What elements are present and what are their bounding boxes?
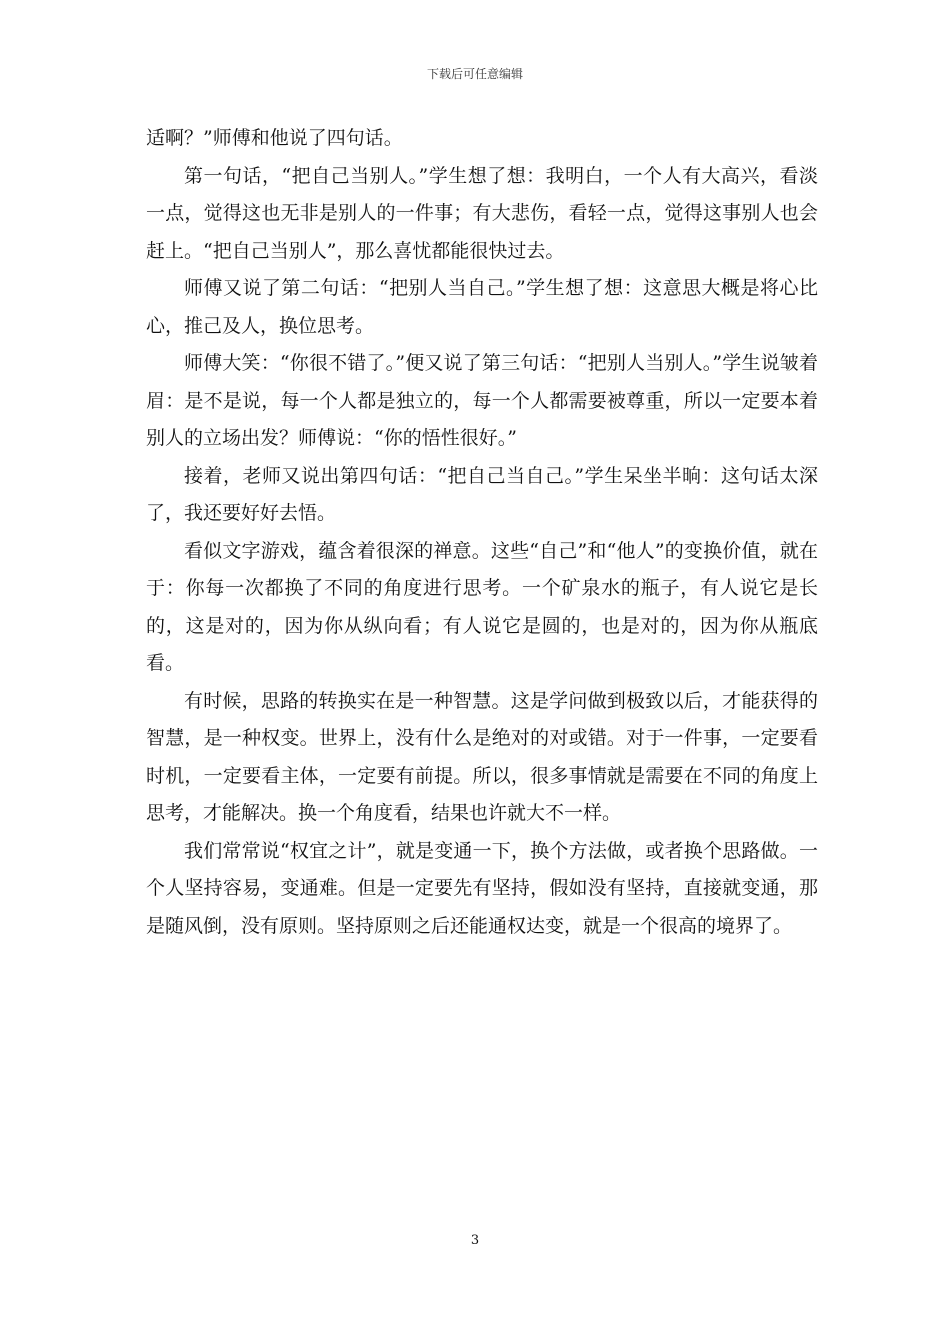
page-number: 3 — [470, 1233, 480, 1248]
paragraph-fourth-sentence: 接着，老师又说出第四句话：“把自己当自己。”学生呆坐半晌：这句话太深了，我还要好好去悟。 — [146, 464, 818, 524]
paragraph-continued: 适啊？”师傅和他说了四句话。 — [146, 127, 403, 149]
paragraph-third-sentence: 师傅大笑：“你很不错了。”便又说了第三句话：“把别人当别人。”学生说皱着眉：是不是说，每一个人都是独立的，每一个人都需要被尊重，所以一定要本着别人的立场出发？师傅说：“你的悟性很好。” — [146, 352, 818, 449]
page-header: 下载后可任意编辑 — [426, 67, 523, 81]
paragraph-word-game: 看似文字游戏，蕴含着很深的禅意。这些“自己”和“他人”的变换价值，就在于：你每一次都换了不同的角度进行思考。一个矿泉水的瓶子，有人说它是长的，这是对的，因为你从纵向看；有人说它是圆的，也是对的，因为你从瓶底看。 — [146, 539, 818, 674]
paragraph-second-sentence: 师傅又说了第二句话：“把别人当自己。”学生想了想：这意思大概是将心比心，推己及人，换位思考。 — [146, 277, 818, 337]
paragraph-expedient: 我们常常说“权宜之计”，就是变通一下，换个方法做，或者换个思路做。一个人坚持容易，变通难。但是一定要先有坚持，假如没有坚持，直接就变通，那是随风倒，没有原则。坚持原则之后还能通权达变，就是一个很高的境界了。 — [146, 839, 818, 937]
paragraph-first-sentence: 第一句话，“把自己当别人。”学生想了想：我明白，一个人有大高兴，看淡一点，觉得这也无非是别人的一件事；有大悲伤，看轻一点，觉得这事别人也会赶上。“把自己当别人”，那么喜忧都能很快过去。 — [146, 164, 818, 262]
document-body — [146, 120, 818, 945]
paragraph-wisdom: 有时候，思路的转换实在是一种智慧。这是学问做到极致以后，才能获得的智慧，是一种权变。世界上，没有什么是绝对的对或错。对于一件事，一定要看时机，一定要看主体，一定要有前提。所以，很多事情就是需要在不同的角度上思考，才能解决。换一个角度看，结果也许就大不一样。 — [146, 689, 818, 824]
